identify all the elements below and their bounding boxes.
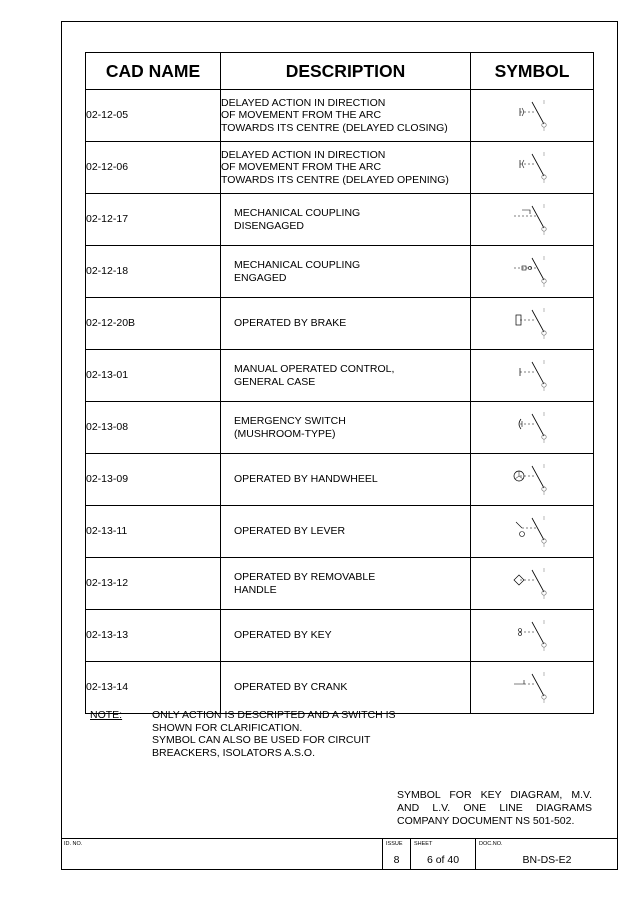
- description-cell: [221, 454, 471, 506]
- description-cell: [221, 610, 471, 662]
- description-cell: [221, 194, 471, 246]
- table-row: [86, 194, 594, 246]
- title-line-2: AND L.V. ONE LINE DIAGRAMS: [397, 802, 592, 814]
- cad-name-cell: 02-13-13: [86, 610, 221, 662]
- symbol-cell: [471, 558, 594, 610]
- note-text: ONLY ACTION IS DESCRIPTED AND A SWITCH IS SHOWN FOR CLARIFICATION. SYMBOL CAN ALSO BE USED FOR CIRCUIT BREACKERS, ISOLATORS A.S.O.: [152, 709, 396, 759]
- description-cell: [221, 662, 471, 714]
- symbol-cell: [471, 350, 594, 402]
- description-text: MECHANICAL COUPLING ENGAGED: [234, 259, 361, 284]
- manual-control-switch-icon: [471, 358, 593, 394]
- crank-switch-icon: [471, 670, 593, 706]
- description-cell: [221, 402, 471, 454]
- lever-switch-icon: [471, 514, 593, 550]
- table-row: [86, 402, 594, 454]
- symbol-cell: [471, 142, 594, 194]
- cad-name-cell: 02-12-06: [86, 142, 221, 194]
- table-row: [86, 662, 594, 714]
- table-row: [86, 350, 594, 402]
- delayed-closing-switch-icon: [471, 98, 593, 134]
- cad-name-cell: 02-12-17: [86, 194, 221, 246]
- header-description: DESCRIPTION: [221, 53, 471, 90]
- description-cell: [221, 298, 471, 350]
- symbol-cell: [471, 662, 594, 714]
- handwheel-switch-icon: [471, 462, 593, 498]
- removable-handle-switch-icon: [471, 566, 593, 602]
- coupling-disengaged-switch-icon: [471, 202, 593, 238]
- issue-label: ISSUE: [386, 841, 403, 847]
- cad-name-cell: 02-12-18: [86, 246, 221, 298]
- description-cell: [221, 350, 471, 402]
- table-row: [86, 90, 594, 142]
- table-row: [86, 506, 594, 558]
- symbol-cell: [471, 298, 594, 350]
- symbol-cell: [471, 90, 594, 142]
- emergency-mushroom-switch-icon: [471, 410, 593, 446]
- title-line-3: COMPANY DOCUMENT NS 501-502.: [397, 815, 575, 827]
- header-cad-name: CAD NAME: [86, 53, 221, 90]
- cad-name-cell: 02-12-20B: [86, 298, 221, 350]
- table-row: [86, 454, 594, 506]
- symbol-cell: [471, 194, 594, 246]
- footer-issue-cell: [382, 839, 410, 870]
- symbol-cell: [471, 610, 594, 662]
- note-label: NOTE:: [90, 709, 123, 721]
- issue-value: 8: [393, 854, 400, 866]
- cad-name-cell: 02-12-05: [86, 90, 221, 142]
- description-text: OPERATED BY HANDWHEEL: [234, 473, 378, 486]
- brake-operated-switch-icon: [471, 306, 593, 342]
- header-symbol: SYMBOL: [471, 53, 594, 90]
- cad-name-cell: 02-13-01: [86, 350, 221, 402]
- cad-name-cell: 02-13-08: [86, 402, 221, 454]
- description-text: OPERATED BY BRAKE: [234, 317, 347, 330]
- table-header-row: [86, 53, 594, 90]
- description-cell: [221, 246, 471, 298]
- footer-id-cell: [61, 839, 382, 870]
- footer-doc-cell: [475, 839, 618, 870]
- table-row: [86, 298, 594, 350]
- cad-name-cell: 02-13-12: [86, 558, 221, 610]
- sheet-label: SHEET: [414, 841, 433, 847]
- id-label: ID. NO.: [64, 841, 83, 847]
- description-text: MANUAL OPERATED CONTROL, GENERAL CASE: [234, 363, 395, 388]
- description-cell: [221, 142, 471, 194]
- description-text: OPERATED BY REMOVABLE HANDLE: [234, 571, 376, 596]
- cad-name-cell: 02-13-11: [86, 506, 221, 558]
- delayed-opening-switch-icon: [471, 150, 593, 186]
- footer-title-block: [61, 838, 618, 870]
- description-text: DELAYED ACTION IN DIRECTION OF MOVEMENT FROM THE ARC TOWARDS ITS CENTRE (DELAYED OPENING): [221, 148, 449, 186]
- title-line-1: SYMBOL FOR KEY DIAGRAM, M.V.: [397, 789, 592, 801]
- description-cell: [221, 90, 471, 142]
- doc-value: BN-DS-E2: [522, 854, 572, 866]
- symbol-table: [85, 52, 594, 714]
- cad-name-cell: 02-13-09: [86, 454, 221, 506]
- sheet-value: 6 of 40: [426, 854, 460, 866]
- doc-label: DOC.NO.: [479, 841, 503, 847]
- description-text: MECHANICAL COUPLING DISENGAGED: [234, 207, 361, 232]
- description-text: OPERATED BY KEY: [234, 629, 332, 642]
- coupling-engaged-switch-icon: [471, 254, 593, 290]
- symbol-cell: [471, 506, 594, 558]
- symbol-cell: [471, 454, 594, 506]
- description-text: DELAYED ACTION IN DIRECTION OF MOVEMENT FROM THE ARC TOWARDS ITS CENTRE (DELAYED CLOSING): [221, 96, 448, 134]
- key-switch-icon: [471, 618, 593, 654]
- description-text: EMERGENCY SWITCH (MUSHROOM-TYPE): [234, 415, 346, 440]
- description-cell: [221, 506, 471, 558]
- description-cell: [221, 558, 471, 610]
- table-row: [86, 610, 594, 662]
- document-title-block: [397, 789, 592, 828]
- table-row: [86, 558, 594, 610]
- footer-sheet-cell: [410, 839, 475, 870]
- description-text: OPERATED BY CRANK: [234, 681, 348, 694]
- table-row: [86, 246, 594, 298]
- description-text: OPERATED BY LEVER: [234, 525, 346, 538]
- symbol-cell: [471, 246, 594, 298]
- cad-name-cell: 02-13-14: [86, 662, 221, 714]
- table-row: [86, 142, 594, 194]
- symbol-cell: [471, 402, 594, 454]
